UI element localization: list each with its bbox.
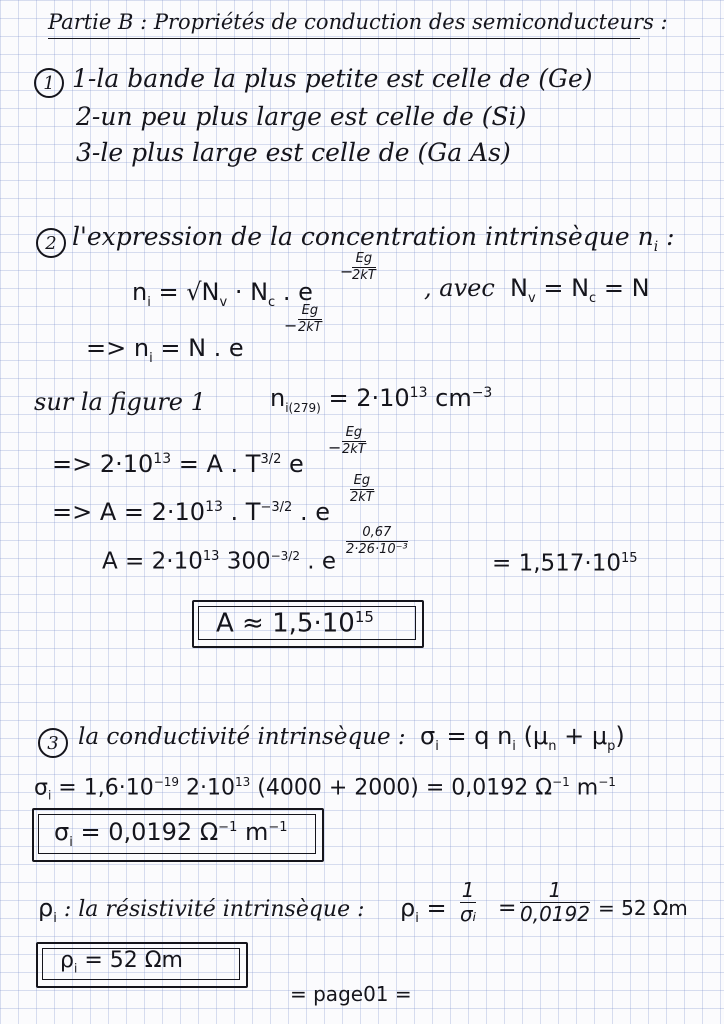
eq5-exponent: 0,67 2·26·10⁻³ <box>346 525 408 557</box>
result-a-value: $A \approx 1,5\cdot 10^{15}$ <box>216 608 374 639</box>
q3-formula: $\sigma_i = q$ $n_i$ $(\mu_n + \mu_p)$ <box>420 722 625 754</box>
equation-ni-simplified: => $n_i = N$ . e <box>86 334 244 366</box>
resistivity-intro: $\rho_i$ : la résistivité intrinsèque : <box>38 894 365 926</box>
equation-step-5: $A = 2\cdot 10^{13}$ $300^{-3/2}$ . e <box>102 548 337 575</box>
resistivity-eq-sign: = <box>498 896 517 921</box>
result-rho-value: $\rho_i = 52$ Ωm <box>60 948 183 976</box>
q1-line-2: 2-un peu plus large est celle de (Si) <box>76 102 527 131</box>
q2-intro: l'expression de la concentration intrinsèque $n_i$ : <box>72 222 675 255</box>
eq1-exp-minus: − <box>340 262 354 281</box>
question-2-number: 2 <box>36 228 66 258</box>
eq3-exp-minus: − <box>328 438 342 457</box>
conductivity-calculation: $\sigma_i = 1,6\cdot 10^{-19}$ $2\cdot 10^{13}$ (4000 + 2000) = 0,0192 $\Omega^{-1}$ $m^{-1}$ <box>34 775 616 803</box>
eq2-exponent: Eg 2kT <box>298 303 322 335</box>
eq3-exponent: Eg 2kT <box>342 425 366 457</box>
eq1-exponent: Eg 2kT <box>352 251 376 283</box>
equation-step-4: => $A = 2\cdot 10^{13}$ . $T^{-3/2}$ . e <box>52 498 330 526</box>
eq5-result: = $1,517\cdot 10^{15}$ <box>492 550 638 577</box>
q1-line-1: 1-la bande la plus petite est celle de (Ge) <box>72 64 593 93</box>
figure-reference: sur la figure 1 <box>34 388 206 416</box>
question-1-number: 1 <box>34 68 64 98</box>
equation-ni-general: $n_i = √N_v \cdot N_c$ . e <box>132 278 313 310</box>
question-3-number: 3 <box>38 728 68 758</box>
result-sigma-value: $\sigma_i = 0,0192$ $\Omega^{-1}$ $m^{-1}$ <box>54 818 288 850</box>
q1-line-3: 3-le plus large est celle de (Ga As) <box>76 138 511 167</box>
eq1-condition: , avec $N_v = N_c = N$ <box>424 274 650 306</box>
resistivity-eq: $\rho_i$ = <box>400 894 447 926</box>
title-underline <box>48 38 640 39</box>
figure-ni-value: $n_{i(279)} = 2\cdot 10^{13}$ $cm^{-3}$ <box>270 384 493 415</box>
eq2-exp-minus: − <box>284 316 298 335</box>
resistivity-fraction-1: 1 σᵢ <box>460 878 477 926</box>
page-number: = page01 = <box>290 982 412 1006</box>
resistivity-result: = 52 Ωm <box>598 896 688 920</box>
equation-step-3: => $2\cdot 10^{13} = A$ . $T^{3/2}$ e <box>52 450 304 478</box>
resistivity-fraction-2: 1 0,0192 <box>520 878 590 926</box>
page-title: Partie B : Propriétés de conduction des semiconducteurs : <box>48 10 668 34</box>
eq4-exponent: Eg 2kT <box>350 473 374 505</box>
q3-intro: la conductivité intrinsèque : <box>78 724 406 750</box>
